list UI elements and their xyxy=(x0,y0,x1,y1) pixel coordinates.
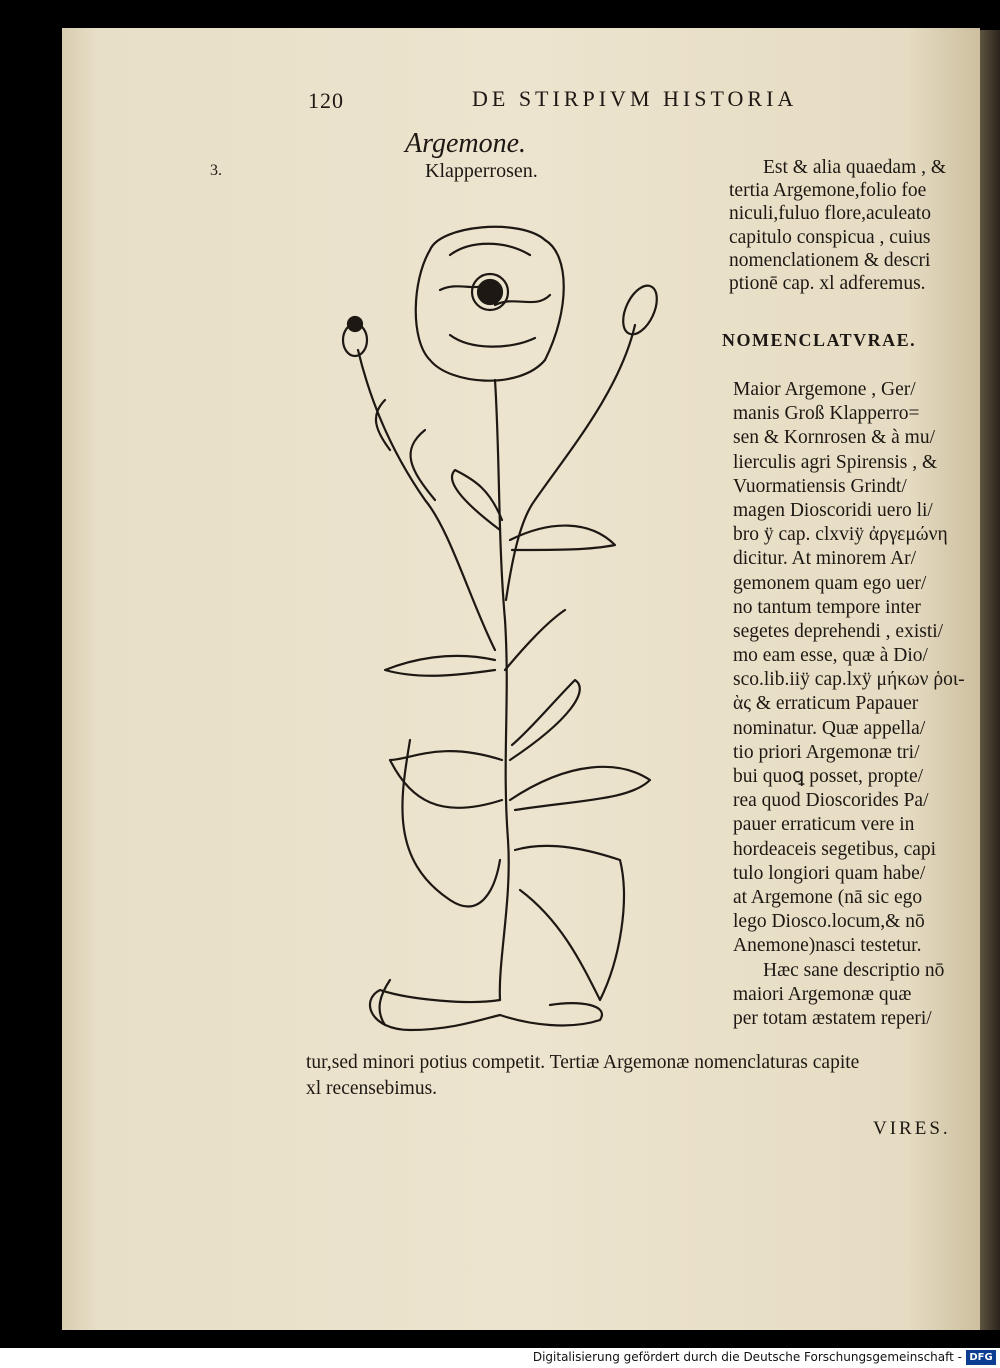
text-line: maiori Argemonæ quæ xyxy=(733,983,912,1005)
text-line: lierculis agri Spirensis , & xyxy=(733,451,938,473)
digitization-footer xyxy=(0,1348,1000,1368)
text-line: gemonem quam ego uer/ xyxy=(733,572,927,594)
text-line: nomenclationem & descri xyxy=(729,249,931,271)
text-line: no tantum tempore inter xyxy=(733,596,921,618)
text-line: bui quoꝗ posset, propte/ xyxy=(733,766,924,787)
text-line: manis Groß Klapperro= xyxy=(733,403,920,425)
text-line: Maior Argemone , Ger/ xyxy=(733,379,916,400)
text-line: tulo longiori quam habe/ xyxy=(733,862,926,884)
section-heading: NOMENCLATVRAE. xyxy=(722,330,917,350)
text-line: lego Diosco.locum,& nō xyxy=(733,911,925,933)
text-line: pauer erraticum vere in xyxy=(733,814,915,836)
text-line: Hæc sane descriptio nō xyxy=(763,959,945,981)
intro-text xyxy=(729,156,974,295)
text-line: nominatur. Quæ appella/ xyxy=(733,717,926,739)
text-line: Vuormatiensis Grindt/ xyxy=(733,475,907,497)
text-line: bro ÿ cap. clxviÿ ἀργεμώνη xyxy=(733,524,948,546)
text-line: hordeaceis segetibus, capi xyxy=(733,838,937,860)
text-line: mo eam esse, quæ à Dio/ xyxy=(733,645,928,667)
text-line: dicitur. At minorem Ar/ xyxy=(733,548,917,570)
text-line: ptionē cap. xl adferemus. xyxy=(729,272,926,294)
footer-credit: Digitalisierung gefördert durch die Deutsche Forschungsgemeinschaft - xyxy=(532,1350,962,1364)
text-line: tio priori Argemonæ tri/ xyxy=(733,741,920,763)
text-line: sco.lib.iiÿ cap.lxÿ μήκων ῥοι- xyxy=(733,669,965,691)
text-line: tur,sed minori potius competit. Tertiæ Argemonæ nomenclaturas capite xyxy=(306,1052,860,1073)
text-line: sen & Kornrosen & à mu/ xyxy=(733,427,936,449)
text-line: rea quod Dioscorides Pa/ xyxy=(733,790,929,812)
text-line: capitulo conspicua , cuius xyxy=(729,226,931,248)
nomenclature-text xyxy=(733,378,965,1031)
text-line: per totam æstatem reperi/ xyxy=(733,1007,932,1029)
text-line: Est & alia quaedam , & xyxy=(763,157,947,178)
text-line: tertia Argemone,folio foe xyxy=(729,180,927,202)
text-line: niculi,fuluo flore,aculeato xyxy=(729,203,931,225)
page-number: 120 xyxy=(308,88,344,113)
margin-number: 3. xyxy=(210,162,222,179)
text-line: Anemone)nasci testetur. xyxy=(733,935,922,957)
text-line: xl recensebimus. xyxy=(306,1078,438,1099)
dfg-logo: DFG xyxy=(966,1350,996,1365)
leaf-icon xyxy=(452,470,502,530)
text-line: magen Dioscoridi uero li/ xyxy=(733,499,933,521)
text-line: at Argemone (nā sic ego xyxy=(733,886,923,908)
poppy-woodcut-illustration xyxy=(330,200,670,1050)
text-line: segetes deprehendi , existi/ xyxy=(733,620,944,642)
figure-subtitle: Klapperrosen. xyxy=(425,160,538,182)
text-line: ὰς & erraticum Papauer xyxy=(733,693,919,715)
figure-title: Argemone. xyxy=(405,128,527,159)
running-title: DE STIRPIVM HISTORIA xyxy=(472,86,798,111)
catchword: VIRES. xyxy=(873,1118,951,1139)
full-width-text xyxy=(306,1050,859,1102)
